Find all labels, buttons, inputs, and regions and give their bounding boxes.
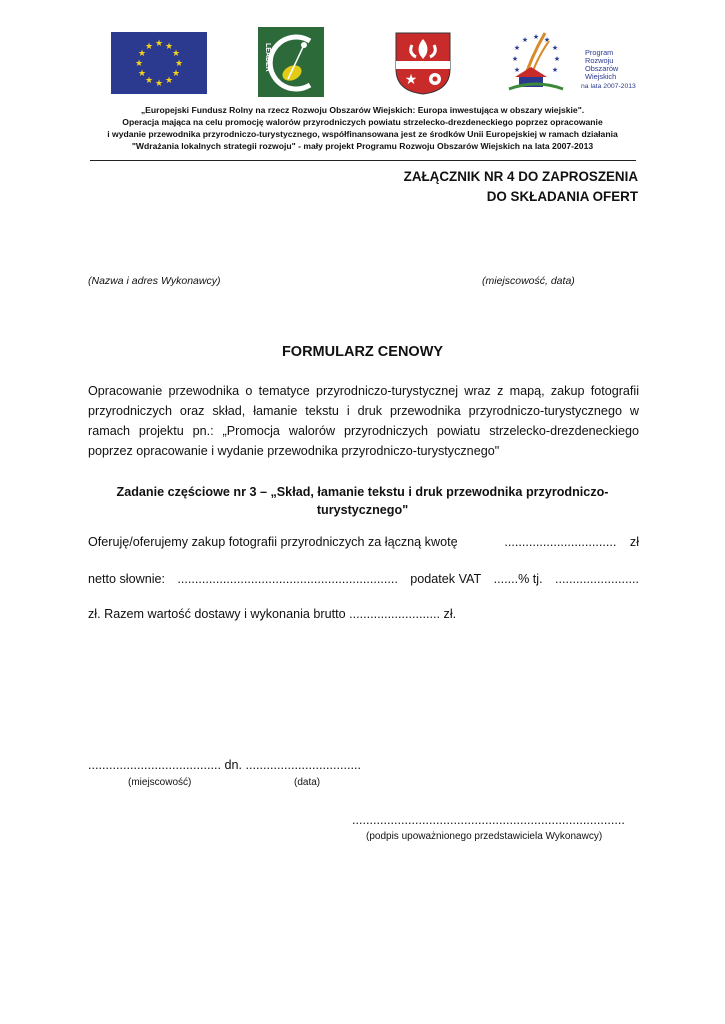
svg-text:★: ★: [521, 36, 529, 44]
place-field: ......................................: [88, 758, 221, 772]
funding-line: „Europejski Fundusz Rolny na rzecz Rozwoju Obszarów Wiejskich: Europa inwestująca w obszary wiejskie".: [140, 105, 585, 115]
funding-statement: [90, 104, 635, 152]
task-heading-line: turystycznego": [316, 503, 409, 517]
svg-text:★: ★: [154, 79, 164, 89]
date-field: .................................: [245, 758, 361, 772]
description-paragraph: Opracowanie przewodnika o tematyce przyrodniczo-turystycznej wraz z mapą, zakup fotografii przyrodniczych oraz skład, łamanie tekstu i druk przewodnika przyrodniczo-turystycznego w ramach projektu pn.: „Promocja walorów przyrodniczych powiatu strzelecko-drezdeneckiego poprzez opracowanie i wydanie przewodnika przyrodniczo-turystycznego": [88, 384, 639, 458]
svg-text:LEADER: LEADER: [264, 43, 271, 72]
form-title: FORMULARZ CENOWY: [281, 344, 444, 360]
svg-text:★: ★: [404, 72, 418, 88]
svg-text:★: ★: [164, 76, 174, 86]
prow-logo-years: na lata 2007-2013: [581, 83, 636, 90]
svg-text:★: ★: [551, 66, 559, 74]
svg-text:★: ★: [144, 42, 154, 52]
leader-logo: [258, 27, 324, 97]
net-line: [88, 572, 639, 586]
attachment-heading: [404, 167, 638, 207]
signature-field: ..............................................................................: [352, 813, 625, 827]
task-heading-line: Zadanie częściowe nr 3 – „Skład, łamanie tekstu i druk przewodnika przyrodniczo-: [116, 485, 609, 499]
svg-text:★: ★: [134, 59, 144, 69]
svg-text:★: ★: [511, 55, 519, 63]
offer-text: Oferuję/oferujemy zakup fotografii przyrodniczych za łączną kwotę: [88, 535, 458, 549]
offer-currency: zł: [629, 535, 639, 549]
header-divider: [90, 160, 636, 161]
attachment-heading-line: DO SKŁADANIA OFERT: [486, 189, 638, 204]
date-caption: (data): [294, 777, 321, 788]
vat-amount-field: ........................: [555, 572, 639, 586]
offer-line: [88, 535, 639, 549]
svg-text:★: ★: [513, 44, 521, 52]
funding-line: Operacja mająca na celu promocję walorów przyrodniczych powiatu strzelecko-drezdeneckiego poprzez opracowanie: [122, 117, 603, 127]
svg-text:★: ★: [513, 66, 521, 74]
net-label: netto słownie:: [88, 572, 166, 586]
svg-text:★: ★: [171, 49, 181, 59]
offer-amount-field: ................................ zł: [504, 535, 639, 549]
svg-text:★: ★: [543, 36, 551, 44]
prow-logo: [505, 27, 645, 97]
place-date-line: [88, 758, 361, 772]
prow-logo-line: Program: [585, 48, 614, 57]
vat-label: podatek VAT: [410, 572, 482, 586]
svg-text:★: ★: [553, 55, 561, 63]
task-heading: [100, 483, 625, 519]
svg-text:★: ★: [551, 44, 559, 52]
prow-logo-line: Obszarów: [585, 64, 619, 73]
funding-line: i wydanie przewodnika przyrodniczo-turystycznego, współfinansowana jest ze środków Unii Europejskiej w ramach działania: [107, 129, 618, 139]
svg-text:★: ★: [137, 69, 147, 79]
vat-rate-field: .......% tj.: [493, 572, 543, 586]
funding-line: "Wdrażania lokalnych strategii rozwoju" - mały projekt Programu Rozwoju Obszarów Wiejskich na lata 2007-2013: [131, 141, 594, 151]
svg-text:★: ★: [164, 42, 174, 52]
contractor-label: (Nazwa i adres Wykonawcy): [88, 275, 221, 287]
gross-line: zł. Razem wartość dostawy i wykonania brutto .......................... zł.: [88, 607, 457, 621]
day-label: dn.: [224, 758, 242, 772]
signature-caption: (podpis upoważnionego przedstawiciela Wykonawcy): [366, 831, 603, 842]
svg-text:★: ★: [154, 39, 164, 49]
svg-text:★: ★: [144, 76, 154, 86]
district-coat-of-arms: [394, 31, 452, 95]
attachment-heading-line: ZAŁĄCZNIK NR 4 DO ZAPROSZENIA: [403, 169, 638, 184]
svg-text:★: ★: [174, 59, 184, 69]
svg-text:★: ★: [171, 69, 181, 79]
svg-text:★: ★: [137, 49, 147, 59]
svg-text:★: ★: [532, 33, 540, 41]
prow-logo-line: Rozwoju: [585, 56, 614, 65]
net-words-field: ...............................................................: [177, 572, 398, 586]
prow-logo-line: Wiejskich: [585, 72, 617, 81]
place-date-label: (miejscowość, data): [482, 275, 575, 287]
place-caption: (miejscowość): [128, 777, 192, 788]
eu-flag-logo: [111, 32, 207, 94]
